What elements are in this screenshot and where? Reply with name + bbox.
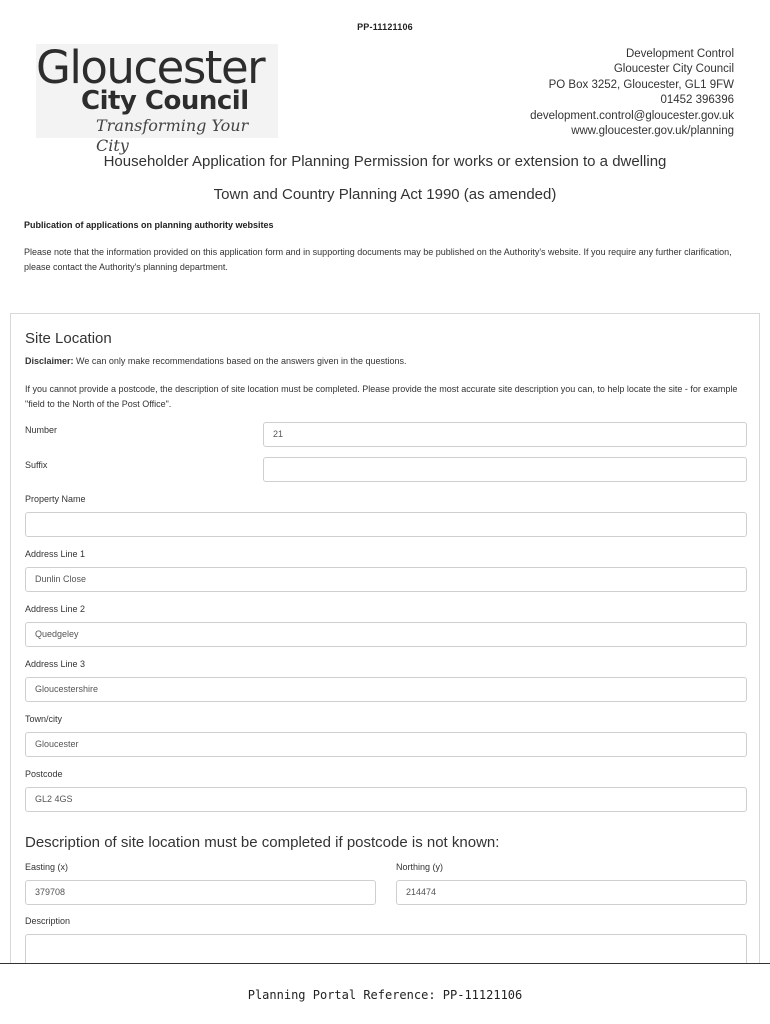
easting-label: Easting (x) [25, 862, 69, 872]
form-subtitle: Town and Country Planning Act 1990 (as amended) [213, 186, 557, 203]
contact-block [530, 47, 734, 139]
suffix-field[interactable] [263, 457, 747, 482]
contact-email: development.control@gloucester.gov.uk [530, 109, 734, 122]
northing-label: Northing (y) [396, 862, 444, 872]
disclaimer-label: Disclaimer: [25, 356, 74, 366]
contact-phone: 01452 396396 [660, 94, 734, 107]
planning-portal-reference: Planning Portal Reference: PP-11121106 [247, 988, 523, 1002]
contact-website: www.gloucester.gov.uk/planning [571, 125, 734, 138]
property-name-field[interactable] [25, 512, 747, 537]
contact-department: Development Control [625, 48, 734, 60]
logo-text-city-council: City Council [81, 86, 249, 116]
council-logo [36, 41, 278, 155]
northing-field[interactable]: 214474 [396, 880, 747, 905]
address-line-2-label: Address Line 2 [25, 604, 86, 614]
footer-divider [0, 963, 770, 964]
address-line-1-label: Address Line 1 [25, 549, 86, 559]
postcode-note: If you cannot provide a postcode, the description of site location must be completed. Please provide the most accurate site description you can, to help locate the site - for example "field to the North of the Post Office". [25, 384, 738, 409]
reference-number-top: PP-11121106 [357, 22, 413, 32]
description-label: Description [25, 916, 71, 926]
contact-address: PO Box 3252, Gloucester, GL1 9FW [548, 78, 734, 91]
logo-tagline: Transforming Your City [96, 116, 249, 155]
form-title: Householder Application for Planning Permission for works or extension to a dwelling [103, 153, 667, 170]
property-name-label: Property Name [25, 494, 86, 504]
site-location-panel [10, 313, 760, 1013]
logo-text-gloucester: Gloucester [36, 41, 265, 94]
town-city-label: Town/city [25, 714, 63, 724]
address-line-3-label: Address Line 3 [25, 659, 86, 669]
suffix-label: Suffix [25, 460, 48, 470]
number-field[interactable]: 21 [263, 422, 747, 447]
address-line-3-field[interactable]: Gloucestershire [25, 677, 747, 702]
town-city-field[interactable]: Gloucester [25, 732, 747, 757]
publication-text: Please note that the information provided on this application form and in supporting documents may be published on the Authority's website. If you require any further clarification, please contact the Authority's planning department. [24, 247, 732, 272]
postcode-label: Postcode [25, 769, 63, 779]
disclaimer [25, 356, 407, 366]
number-label: Number [25, 425, 58, 435]
publication-heading: Publication of applications on planning authority websites [24, 220, 274, 230]
postcode-field[interactable]: GL2 4GS [25, 787, 747, 812]
contact-council: Gloucester City Council [613, 63, 734, 76]
easting-field[interactable]: 379708 [25, 880, 376, 905]
site-location-title: Site Location [25, 330, 112, 347]
address-line-1-field[interactable]: Dunlin Close [25, 567, 747, 592]
disclaimer-text: We can only make recommendations based on the answers given in the questions. [73, 356, 407, 366]
description-heading: Description of site location must be completed if postcode is not known: [25, 834, 500, 851]
address-line-2-field[interactable]: Quedgeley [25, 622, 747, 647]
